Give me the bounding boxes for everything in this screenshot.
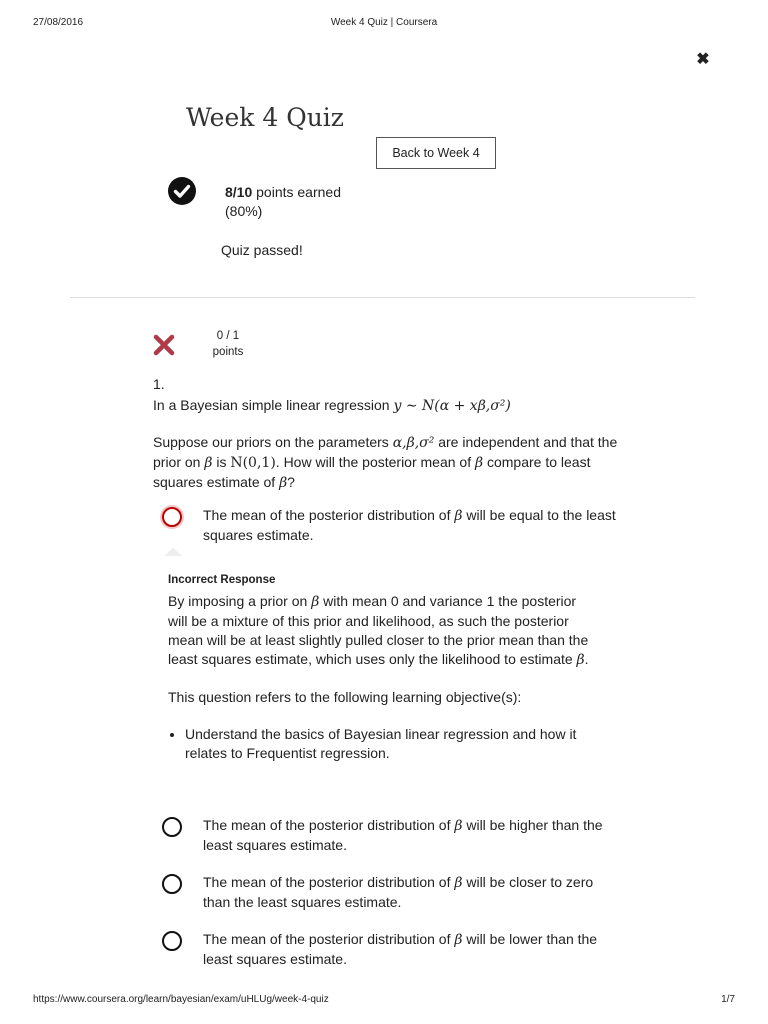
question-number: 1. <box>153 376 165 392</box>
option-text-part: will be closer to zero than the least squares estimate. <box>203 874 594 910</box>
question-text-line1 <box>153 396 623 416</box>
question-text: are independent and that the prior on <box>153 434 618 470</box>
learning-objectives-list <box>168 725 598 763</box>
math-expression: β <box>475 455 484 471</box>
option-text-part: The mean of the posterior distribution of <box>203 817 455 833</box>
math-expression: β <box>204 455 213 471</box>
points-label: points <box>212 346 244 358</box>
check-circle-icon <box>168 177 196 205</box>
radio-button[interactable] <box>162 874 182 894</box>
feedback-text: . <box>584 651 589 667</box>
print-page-number: 1/7 <box>721 994 735 1005</box>
math-expression: β <box>454 818 463 834</box>
option-text-part: will be higher than the least squares estimate. <box>203 817 603 853</box>
option-text <box>203 930 623 969</box>
print-title: Week 4 Quiz | Coursera <box>330 17 438 28</box>
feedback-panel <box>168 571 598 763</box>
print-date: 27/08/2016 <box>33 17 84 28</box>
math-expression: β <box>454 508 463 524</box>
quiz-status: Quiz passed! <box>221 242 303 258</box>
feedback-text: with mean 0 and variance 1 the posterior will be a mixture of this prior and likelihood, as such the posterior mean will be at least slightly pulled closer to the prior mean than the least squares estimate, which uses only the likelihood to estimate <box>168 593 589 667</box>
feedback-explanation <box>168 592 598 670</box>
question-text: . How will the posterior mean of <box>275 454 475 470</box>
question-text-paragraph <box>153 433 623 493</box>
math-expression: β <box>576 652 585 668</box>
radio-button-selected[interactable] <box>162 507 182 527</box>
score-percent: (80%) <box>225 203 263 219</box>
radio-button[interactable] <box>162 817 182 837</box>
option-text-part: will be equal to the least squares estimate. <box>203 507 616 543</box>
points-value: 0 / 1 <box>216 330 240 342</box>
option-text <box>203 506 623 545</box>
question-text: is <box>212 454 231 470</box>
question-points <box>205 328 251 360</box>
page-title: Week 4 Quiz <box>186 103 344 132</box>
print-url: https://www.coursera.org/learn/bayesian/exam/uHLUg/week-4-quiz <box>33 994 329 1005</box>
option-text-part: The mean of the posterior distribution of <box>203 931 455 947</box>
learning-objective-item: • Understand the basics of Bayesian linear regression and how it relates to Frequentist regression. <box>185 725 598 763</box>
close-icon[interactable]: ✖ <box>696 51 710 68</box>
radio-button[interactable] <box>162 931 182 951</box>
math-expression: β <box>454 932 463 948</box>
feedback-title: Incorrect Response <box>168 574 276 586</box>
back-to-week-button[interactable]: Back to Week 4 <box>376 137 496 169</box>
feedback-text: By imposing a prior on <box>168 593 312 609</box>
learning-objective-intro: This question refers to the following learning objective(s): <box>168 689 522 705</box>
score-value: 8/10 <box>225 184 253 200</box>
option-text-part: The mean of the posterior distribution of <box>203 507 455 523</box>
math-expression: y ∼ N(α + xβ,σ²) <box>393 398 511 414</box>
score-summary <box>225 183 341 221</box>
option-text-part: The mean of the posterior distribution of <box>203 874 455 890</box>
option-text-part: will be lower than the least squares estimate. <box>203 931 598 967</box>
question-text: ? <box>287 474 295 490</box>
math-expression: β <box>311 594 320 610</box>
question-text: In a Bayesian simple linear regression <box>153 397 394 413</box>
math-expression: β <box>454 875 463 891</box>
math-expression: α,β,σ² <box>392 435 435 451</box>
incorrect-x-icon <box>153 334 175 356</box>
feedback-caret <box>164 548 182 556</box>
option-text <box>203 873 623 912</box>
question-text: Suppose our priors on the parameters <box>153 434 393 450</box>
option-text <box>203 816 623 855</box>
divider <box>70 297 695 298</box>
score-label: points earned <box>256 184 341 200</box>
math-expression: N(0,1) <box>230 455 276 471</box>
math-expression: β <box>279 475 288 491</box>
question-text: compare to least squares estimate of <box>153 454 591 490</box>
